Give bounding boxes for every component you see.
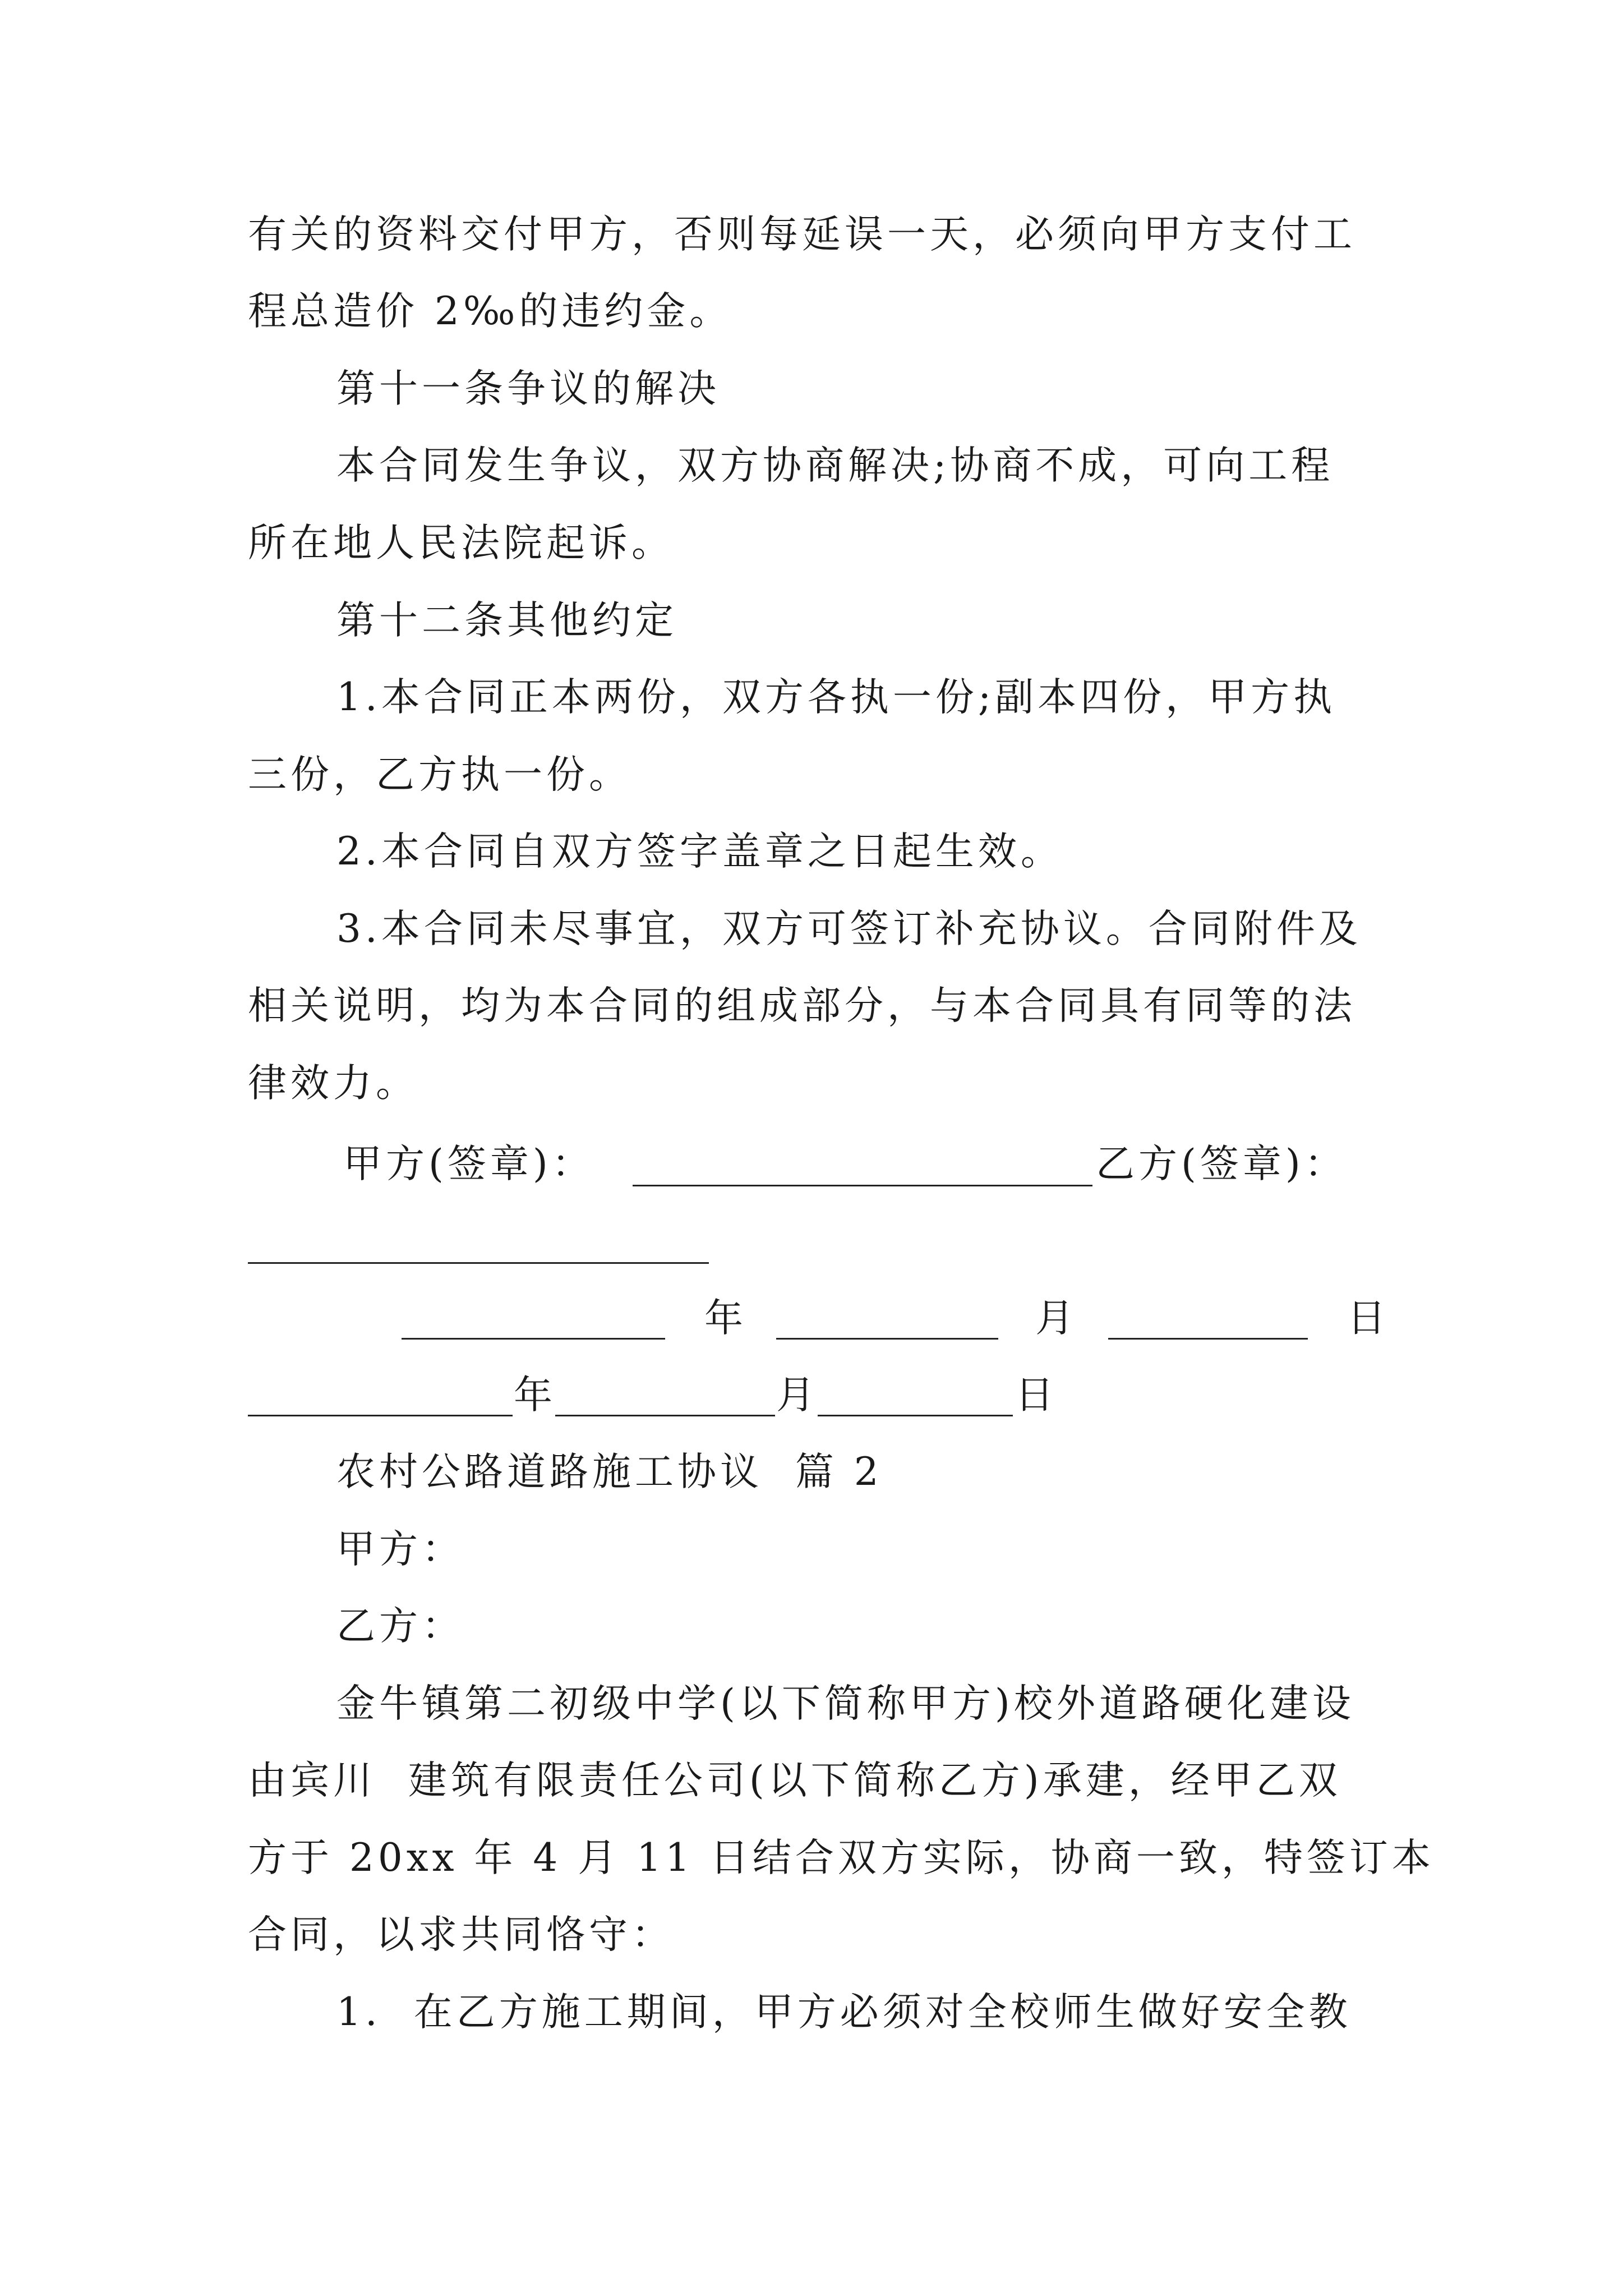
party-b-signature-label: 乙方(签章)： (1096, 1142, 1347, 1186)
date-day-line (818, 1415, 1013, 1416)
date-day-label: 日 (1015, 1373, 1058, 1418)
date-month-label: 月 (1035, 1296, 1078, 1341)
date-year-label: 年 (514, 1373, 556, 1418)
party-a-signature-line (633, 1185, 1092, 1186)
date-month-line (776, 1338, 998, 1340)
party-a-signature-label: 甲方(签章)： (343, 1142, 594, 1186)
body-line: 所在地人民法院起诉。 (248, 521, 674, 565)
date-month-label: 月 (776, 1373, 819, 1418)
date-month-line (555, 1415, 775, 1416)
clause-heading: 第十二条其他约定 (336, 598, 677, 643)
body-line: 三份，乙方执一份。 (248, 752, 631, 797)
party-b-signature-line (248, 1262, 709, 1264)
date-year-line (402, 1338, 665, 1340)
body-line: 1.本合同正本两份，双方各执一份;副本四份，甲方执 (336, 675, 1336, 720)
body-line: 3.本合同未尽事宜，双方可签订补充协议。合同附件及 (336, 907, 1362, 951)
body-line: 本合同发生争议，双方协商解决;协商不成，可向工程 (336, 443, 1334, 488)
party-a-line: 甲方： (336, 1527, 464, 1572)
body-line: 2.本合同自双方签字盖章之日起生效。 (336, 829, 1063, 874)
date-day-label: 日 (1347, 1296, 1390, 1341)
body-line: 1. 在乙方施工期间，甲方必须对全校师生做好安全教 (336, 1990, 1352, 2035)
body-line: 由宾川 建筑有限责任公司(以下简称乙方)承建，经甲乙双 (248, 1758, 1341, 1803)
body-line: 有关的资料交付甲方，否则每延误一天，必须向甲方支付工 (248, 212, 1356, 257)
clause-heading: 第十一条争议的解决 (336, 366, 720, 411)
body-line: 相关说明，均为本合同的组成部分，与本合同具有同等的法 (248, 983, 1356, 1028)
date-year-line (248, 1415, 513, 1416)
party-b-line: 乙方： (336, 1604, 464, 1649)
date-day-line (1108, 1338, 1308, 1340)
body-line: 方于 20xx 年 4 月 11 日结合双方实际，协商一致，特签订本 (248, 1835, 1435, 1880)
section-title: 农村公路道路施工协议 篇 2 (336, 1450, 883, 1494)
body-line: 律效力。 (248, 1061, 418, 1106)
body-line: 合同，以求共同恪守： (248, 1912, 674, 1957)
date-year-label: 年 (704, 1296, 747, 1341)
body-line: 程总造价 2‰的违约金。 (248, 289, 732, 334)
body-line: 金牛镇第二初级中学(以下简称甲方)校外道路硬化建设 (336, 1681, 1355, 1726)
